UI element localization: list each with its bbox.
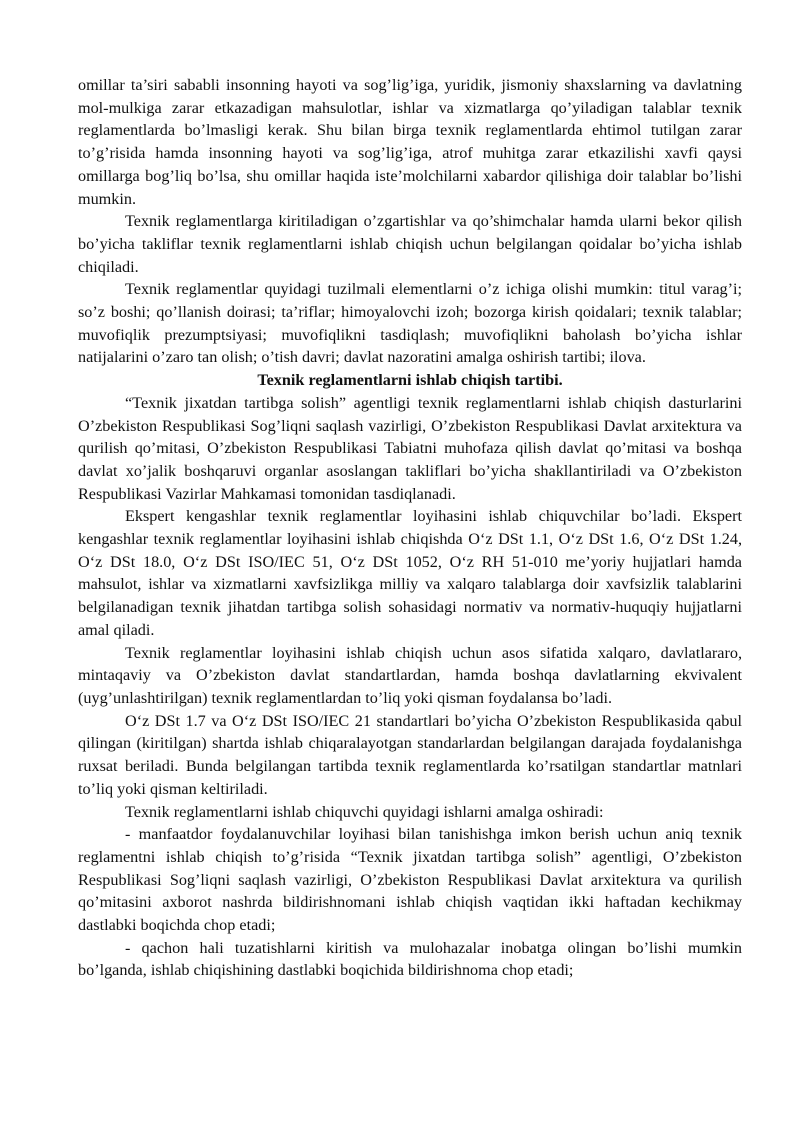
paragraph: O‘z DSt 1.7 va O‘z DSt ISO/IEC 21 standartlari bo’yicha O’zbekiston Respublikasida qabul qilingan (kiritilgan) shartda ishlab chiqaralayotgan standarlardan belgilangan darajada foydalanishga ruxsat beriladi. Bunda belgilangan tartibda texnik reglamentlarda ko’rsatilgan standartlar matnlari to’liq yoki qisman keltiriladi. (78, 711, 742, 798)
paragraph: Texnik reglamentlarni ishlab chiquvchi quyidagi ishlarni amalga oshiradi: (125, 802, 604, 821)
section-heading: Texnik reglamentlarni ishlab chiqish tartibi. (257, 371, 563, 390)
paragraph: Texnik reglamentlarga kiritiladigan o’zgartishlar va qo’shimchalar hamda ularni bekor qilish bo’yicha takliflar texnik reglamentlarni ishlab chiqish uchun belgilangan qoidalar bo’yicha ishlab chiqiladi. (78, 212, 742, 276)
paragraph: “Texnik jixatdan tartibga solish” agentligi texnik reglamentlarni ishlab chiqish dasturlarini O’zbekiston Respublikasi Sog’liqni saqlash vazirligi, O’zbekiston Respublikasi Davlat arxitektura va qurilish qo’mitasi, O’zbekiston Respublikasi Tabiatni muhofaza qilish davlat qo’mitasi va boshqa davlat xo’jalik boshqaruvi organlar asoslangan takliflari bo’yicha shakllantiriladi va O’zbekiston Respublikasi Vazirlar Mahkamasi tomonidan tasdiqlanadi. (78, 393, 742, 503)
paragraph: Ekspert kengashlar texnik reglamentlar loyihasini ishlab chiquvchilar bo’ladi. Ekspert kengashlar texnik reglamentlar loyihasini ishlab chiqishda O‘z DSt 1.1, O‘z DSt 1.6, O‘z DSt 1.24, O‘z DSt 18.0, O‘z DSt ISO/IEC 51, O‘z DSt 1052, O‘z RH 51-010 me’yoriy hujjatlari hamda mahsulot, ishlar va xizmatlarni xavfsizlikga milliy va xalqaro talablarga doir xavfsizlik talablarini belgilanadigan texnik jihatdan tartibga solish sohasidagi normativ va normativ-huquqiy hujjatlarni amal qiladi. (78, 507, 742, 639)
document-page (78, 74, 742, 982)
paragraph: Texnik reglamentlar quyidagi tuzilmali elementlarni o’z ichiga olishi mumkin: titul varag’i; so’z boshi; qo’llanish doirasi; ta’riflar; himoyalovchi izoh; bozorga kirish qoidalari; texnik talablar; muvofiqlik prezumptsiyasi; muvofiqlikni tasdiqlash; muvofiqlikni baholash bo’yicha ishlar natijalarini o’zaro tan olish; o’tish davri; davlat nazoratini amalga oshirish tartibi; ilova. (78, 280, 742, 367)
paragraph: Texnik reglamentlar loyihasini ishlab chiqish uchun asos sifatida xalqaro, davlatlararo, mintaqaviy va O’zbekiston davlat standartlardan, hamda boshqa davlatlarning ekvivalent (uyg’unlashtirilgan) texnik reglamentlardan to’liq yoki qisman foydalansa bo’ladi. (78, 643, 742, 707)
list-item: - manfaatdor foydalanuvchilar loyihasi bilan tanishishga imkon berish uchun aniq texnik reglamentni ishlab chiqish to’g’risida “Texnik jixatdan tartibga solish” agentligi, O’zbekiston Respublikasi Sog’liqni saqlash vazirligi, O’zbekiston Respublikasi Davlat arxitektura va qurilish qo’mitasini axborot nashrda bildirishnomani ishlab chiqish vaqtidan ikki haftadan kechikmay dastlabki boqichda chop etadi; (78, 825, 742, 935)
paragraph: omillar ta’siri sababli insonning hayoti va sog’lig’iga, yuridik, jismoniy shaxslarning va davlatning mol-mulkiga zarar etkazadigan mahsulotlar, ishlar va xizmatlarga qo’yiladigan talablar texnik reglamentlarda bo’lmasligi kerak. Shu bilan birga texnik reglamentlarda ehtimol tutilgan zarar to’g’risida hamda insonning hayoti va sog’lig’iga, atrof muhitga zarar etkazilishi xavfi qaysi omillarga bog’liq bo’lsa, shu omillar haqida iste’molchilarni xabardor qilishiga doir talablar bo’lishi mumkin. (78, 76, 742, 208)
list-item: - qachon hali tuzatishlarni kiritish va mulohazalar inobatga olingan bo’lishi mumkin bo’lganda, ishlab chiqishining dastlabki boqichida bildirishnoma chop etadi; (78, 938, 742, 980)
